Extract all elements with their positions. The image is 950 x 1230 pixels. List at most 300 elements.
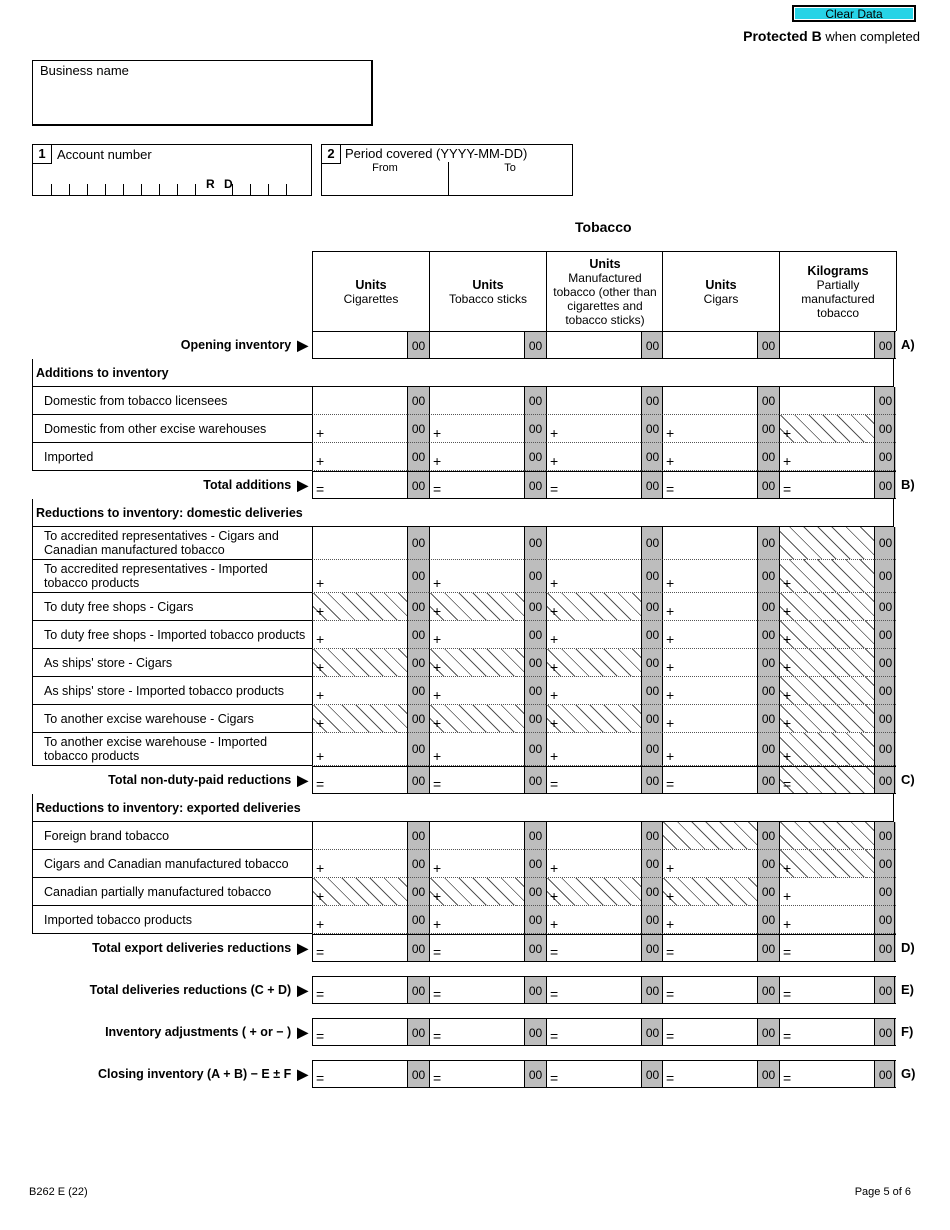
cents-field: 00 <box>874 443 896 471</box>
cents-field: 00 <box>641 1018 663 1046</box>
amount-input[interactable] <box>546 1018 641 1046</box>
amount-input[interactable] <box>429 1018 524 1046</box>
row-right-border <box>894 593 895 621</box>
amount-input[interactable] <box>662 1018 757 1046</box>
row-right-border <box>894 766 895 794</box>
amount-input[interactable] <box>779 527 874 560</box>
amount-input[interactable] <box>779 415 874 443</box>
amount-input[interactable] <box>429 621 524 649</box>
operator-sign: + <box>433 659 442 675</box>
operator-sign: + <box>783 659 792 675</box>
row-label-text: To accredited representatives - Cigars and Canadian manufactured tobacco <box>44 529 279 557</box>
column-header <box>429 251 546 331</box>
amount-input[interactable] <box>312 766 407 794</box>
amount-input[interactable] <box>546 822 641 850</box>
cents-field: 00 <box>874 733 896 766</box>
cents-field: 00 <box>407 649 429 677</box>
operator-sign: + <box>316 425 325 441</box>
row-right-border <box>894 387 895 415</box>
amount-input[interactable] <box>429 649 524 677</box>
amount-input[interactable] <box>546 878 641 906</box>
row-label-text: Foreign brand tobacco <box>44 828 170 843</box>
cents-field: 00 <box>874 415 896 443</box>
amount-input[interactable] <box>662 677 757 705</box>
arrow-icon: ▶ <box>297 982 308 998</box>
row-label <box>32 593 312 621</box>
amount-input[interactable] <box>546 850 641 878</box>
cents-field: 00 <box>524 934 546 962</box>
amount-input[interactable] <box>429 822 524 850</box>
amount-input[interactable] <box>546 387 641 415</box>
amount-input[interactable] <box>312 387 407 415</box>
account-digit-divider <box>286 184 287 195</box>
amount-input[interactable] <box>429 705 524 733</box>
amount-input[interactable] <box>662 593 757 621</box>
cents-field: 00 <box>757 878 779 906</box>
cents-field: 00 <box>641 677 663 705</box>
operator-sign: = <box>316 986 325 1002</box>
amount-input[interactable] <box>662 906 757 934</box>
amount-input[interactable] <box>312 331 407 359</box>
amount-input[interactable] <box>429 527 524 560</box>
cents-field: 00 <box>407 934 429 962</box>
row-label <box>32 878 312 906</box>
amount-input[interactable] <box>312 878 407 906</box>
operator-sign: + <box>783 603 792 619</box>
cents-field: 00 <box>641 527 663 560</box>
account-d-letter: D <box>224 177 233 191</box>
row-label <box>32 621 312 649</box>
operator-sign: + <box>783 425 792 441</box>
operator-sign: = <box>316 1028 325 1044</box>
cents-field: 00 <box>407 415 429 443</box>
cents-field: 00 <box>757 560 779 593</box>
arrow-icon: ▶ <box>297 1024 308 1040</box>
amount-input[interactable] <box>779 878 874 906</box>
total-row-label <box>32 1060 312 1088</box>
amount-input[interactable] <box>429 593 524 621</box>
amount-input[interactable] <box>779 593 874 621</box>
cents-field: 00 <box>407 593 429 621</box>
cents-field: 00 <box>524 850 546 878</box>
row-label-text: Canadian partially manufactured tobacco <box>44 884 272 899</box>
operator-sign: + <box>666 748 675 764</box>
amount-input[interactable] <box>429 850 524 878</box>
amount-input[interactable] <box>662 733 757 766</box>
section-title: Tobacco <box>575 219 632 235</box>
amount-input[interactable] <box>662 331 757 359</box>
operator-sign: = <box>666 986 675 1002</box>
cents-field: 00 <box>874 560 896 593</box>
amount-input[interactable] <box>429 766 524 794</box>
amount-input[interactable] <box>662 387 757 415</box>
amount-input[interactable] <box>546 677 641 705</box>
total-row-label <box>32 1018 312 1046</box>
operator-sign: = <box>433 481 442 497</box>
amount-input[interactable] <box>779 331 874 359</box>
row-label-text: As ships' store - Cigars <box>44 655 173 670</box>
amount-input[interactable] <box>662 560 757 593</box>
operator-sign: = <box>666 1070 675 1086</box>
operator-sign: + <box>433 916 442 932</box>
row-letter: B) <box>901 477 915 492</box>
account-digit-divider <box>195 184 196 195</box>
amount-input[interactable] <box>429 331 524 359</box>
row-label-text: Cigars and Canadian manufactured tobacco <box>44 856 289 871</box>
amount-input[interactable] <box>662 705 757 733</box>
amount-input[interactable] <box>312 560 407 593</box>
amount-input[interactable] <box>662 415 757 443</box>
amount-input[interactable] <box>312 1018 407 1046</box>
amount-input[interactable] <box>546 906 641 934</box>
cents-field: 00 <box>407 471 429 499</box>
account-number-field[interactable] <box>32 144 312 196</box>
amount-input[interactable] <box>546 621 641 649</box>
amount-input[interactable] <box>546 560 641 593</box>
amount-input[interactable] <box>779 733 874 766</box>
amount-input[interactable] <box>546 415 641 443</box>
cents-field: 00 <box>524 705 546 733</box>
cents-field: 00 <box>641 621 663 649</box>
column-header <box>312 251 429 331</box>
amount-input[interactable] <box>662 621 757 649</box>
amount-input[interactable] <box>312 705 407 733</box>
operator-sign: = <box>783 481 792 497</box>
amount-input[interactable] <box>312 906 407 934</box>
amount-input[interactable] <box>312 527 407 560</box>
amount-input[interactable] <box>546 443 641 471</box>
section-heading: Reductions to inventory: domestic deliveries <box>32 499 894 527</box>
amount-input[interactable] <box>662 443 757 471</box>
cents-field: 00 <box>524 1060 546 1088</box>
amount-input[interactable] <box>779 443 874 471</box>
cents-field: 00 <box>407 766 429 794</box>
amount-input[interactable] <box>312 976 407 1004</box>
amount-input[interactable] <box>312 471 407 499</box>
operator-sign: = <box>316 481 325 497</box>
cents-field: 00 <box>524 331 546 359</box>
row-label-text: As ships' store - Imported tobacco products <box>44 683 284 698</box>
operator-sign: + <box>550 748 559 764</box>
row-label-text: Total non-duty-paid reductions <box>108 773 292 787</box>
operator-sign: = <box>783 776 792 792</box>
amount-input[interactable] <box>546 766 641 794</box>
amount-input[interactable] <box>662 1060 757 1088</box>
operator-sign: + <box>550 860 559 876</box>
row-letter: E) <box>901 982 914 997</box>
amount-input[interactable] <box>312 415 407 443</box>
cents-field: 00 <box>641 331 663 359</box>
amount-input[interactable] <box>779 976 874 1004</box>
amount-input[interactable] <box>779 387 874 415</box>
row-right-border <box>894 705 895 733</box>
row-letter: D) <box>901 940 915 955</box>
page-number: Page 5 of 6 <box>854 1186 911 1198</box>
amount-input[interactable] <box>779 1060 874 1088</box>
account-digit-divider <box>250 184 251 195</box>
operator-sign: = <box>433 944 442 960</box>
cents-field: 00 <box>757 677 779 705</box>
cents-field: 00 <box>874 593 896 621</box>
cents-field: 00 <box>524 906 546 934</box>
protected-suffix: when completed <box>821 29 920 44</box>
cents-field: 00 <box>407 331 429 359</box>
amount-input[interactable] <box>546 649 641 677</box>
cents-field: 00 <box>407 733 429 766</box>
amount-input[interactable] <box>546 471 641 499</box>
operator-sign: = <box>316 944 325 960</box>
amount-input[interactable] <box>312 593 407 621</box>
amount-input[interactable] <box>779 906 874 934</box>
amount-input[interactable] <box>662 878 757 906</box>
cents-field: 00 <box>407 621 429 649</box>
amount-input[interactable] <box>662 766 757 794</box>
operator-sign: = <box>666 776 675 792</box>
amount-input[interactable] <box>779 677 874 705</box>
operator-sign: = <box>550 1070 559 1086</box>
row-right-border <box>894 850 895 878</box>
row-right-border <box>894 415 895 443</box>
column-unit-label: Units <box>355 277 387 292</box>
operator-sign: + <box>783 916 792 932</box>
row-label <box>32 705 312 733</box>
amount-input[interactable] <box>546 733 641 766</box>
amount-input[interactable] <box>779 621 874 649</box>
cents-field: 00 <box>407 677 429 705</box>
row-label-text: Imported <box>44 449 94 464</box>
operator-sign: + <box>316 687 325 703</box>
amount-input[interactable] <box>662 822 757 850</box>
row-label-text: To duty free shops - Cigars <box>44 599 194 614</box>
amount-input[interactable] <box>429 560 524 593</box>
cents-field: 00 <box>641 934 663 962</box>
cents-field: 00 <box>641 766 663 794</box>
amount-input[interactable] <box>429 471 524 499</box>
arrow-icon: ▶ <box>297 1066 308 1082</box>
amount-input[interactable] <box>662 850 757 878</box>
row-right-border <box>894 677 895 705</box>
row-label-text: Opening inventory <box>180 338 292 352</box>
operator-sign: + <box>550 575 559 591</box>
operator-sign: + <box>666 575 675 591</box>
amount-input[interactable] <box>429 976 524 1004</box>
row-right-border <box>894 976 895 1004</box>
operator-sign: = <box>666 481 675 497</box>
row-label <box>32 527 312 560</box>
column-description: Cigars <box>703 291 739 306</box>
operator-sign: = <box>550 776 559 792</box>
cents-field: 00 <box>407 1060 429 1088</box>
operator-sign: + <box>666 687 675 703</box>
row-right-border <box>894 527 895 560</box>
amount-input[interactable] <box>312 733 407 766</box>
row-right-border <box>894 878 895 906</box>
amount-input[interactable] <box>546 1060 641 1088</box>
operator-sign: = <box>550 481 559 497</box>
amount-input[interactable] <box>312 934 407 962</box>
clear-data-button[interactable]: Clear Data <box>792 5 916 22</box>
amount-input[interactable] <box>779 934 874 962</box>
amount-input[interactable] <box>779 560 874 593</box>
protected-label: Protected B <box>743 28 822 44</box>
account-digit-divider <box>87 184 88 195</box>
operator-sign: + <box>666 453 675 469</box>
operator-sign: + <box>433 748 442 764</box>
amount-input[interactable] <box>546 593 641 621</box>
cents-field: 00 <box>757 733 779 766</box>
operator-sign: + <box>783 575 792 591</box>
row-label <box>32 415 312 443</box>
section-heading: Reductions to inventory: exported deliveries <box>32 794 894 822</box>
amount-input[interactable] <box>779 766 874 794</box>
amount-input[interactable] <box>662 976 757 1004</box>
cents-field: 00 <box>407 705 429 733</box>
cents-field: 00 <box>757 415 779 443</box>
account-number-label: Account number <box>57 147 152 162</box>
amount-input[interactable] <box>779 471 874 499</box>
operator-sign: + <box>550 888 559 904</box>
cents-field: 00 <box>524 621 546 649</box>
cents-field: 00 <box>407 850 429 878</box>
amount-input[interactable] <box>429 415 524 443</box>
operator-sign: + <box>666 715 675 731</box>
cents-field: 00 <box>641 560 663 593</box>
amount-input[interactable] <box>546 527 641 560</box>
amount-input[interactable] <box>312 677 407 705</box>
amount-input[interactable] <box>779 705 874 733</box>
period-divider <box>448 162 449 196</box>
row-right-border <box>894 934 895 962</box>
row-right-border <box>894 331 895 359</box>
cents-field: 00 <box>874 976 896 1004</box>
form-number: B262 E (22) <box>29 1186 88 1198</box>
amount-input[interactable] <box>312 850 407 878</box>
amount-input[interactable] <box>779 822 874 850</box>
operator-sign: + <box>783 888 792 904</box>
cents-field: 00 <box>407 906 429 934</box>
amount-input[interactable] <box>429 443 524 471</box>
amount-input[interactable] <box>546 934 641 962</box>
cents-field: 00 <box>524 1018 546 1046</box>
row-label-text: Domestic from other excise warehouses <box>44 421 267 436</box>
cents-field: 00 <box>407 527 429 560</box>
row-label-text: Closing inventory (A + B) − E ± F <box>97 1067 292 1081</box>
row-label-text: Inventory adjustments ( + or − ) <box>105 1025 292 1039</box>
amount-input[interactable] <box>429 878 524 906</box>
amount-input[interactable] <box>312 822 407 850</box>
amount-input[interactable] <box>546 976 641 1004</box>
cents-field: 00 <box>524 976 546 1004</box>
operator-sign: + <box>316 748 325 764</box>
cents-field: 00 <box>874 677 896 705</box>
row-label-text: Total export deliveries reductions <box>92 941 292 955</box>
column-description: Manufactured tobacco (other than cigarettes and tobacco sticks) <box>553 270 657 327</box>
amount-input[interactable] <box>546 705 641 733</box>
amount-input[interactable] <box>429 906 524 934</box>
amount-input[interactable] <box>429 387 524 415</box>
account-digit-divider <box>141 184 142 195</box>
row-label-text: To another excise warehouse - Imported tobacco products <box>44 735 268 763</box>
section-heading: Additions to inventory <box>32 359 894 387</box>
cents-field: 00 <box>524 387 546 415</box>
cents-field: 00 <box>757 766 779 794</box>
amount-input[interactable] <box>429 677 524 705</box>
cents-field: 00 <box>407 878 429 906</box>
operator-sign: + <box>550 715 559 731</box>
operator-sign: + <box>316 715 325 731</box>
amount-input[interactable] <box>546 331 641 359</box>
operator-sign: + <box>666 659 675 675</box>
amount-input[interactable] <box>779 850 874 878</box>
total-row-label <box>32 766 312 794</box>
operator-sign: + <box>783 748 792 764</box>
cents-field: 00 <box>524 560 546 593</box>
operator-sign: + <box>433 575 442 591</box>
business-name-field[interactable] <box>32 60 373 126</box>
arrow-icon: ▶ <box>297 940 308 956</box>
operator-sign: = <box>316 776 325 792</box>
cents-field: 00 <box>874 850 896 878</box>
amount-input[interactable] <box>662 934 757 962</box>
row-right-border <box>894 733 895 766</box>
cents-field: 00 <box>874 766 896 794</box>
cents-field: 00 <box>641 415 663 443</box>
amount-input[interactable] <box>429 934 524 962</box>
amount-input[interactable] <box>662 649 757 677</box>
period-covered-field[interactable] <box>321 144 573 196</box>
cents-field: 00 <box>874 878 896 906</box>
operator-sign: + <box>666 425 675 441</box>
row-label <box>32 387 312 415</box>
account-digit-divider <box>51 184 52 195</box>
cents-field: 00 <box>874 471 896 499</box>
amount-input[interactable] <box>662 527 757 560</box>
amount-input[interactable] <box>779 1018 874 1046</box>
operator-sign: + <box>550 687 559 703</box>
row-label-text: To another excise warehouse - Cigars <box>44 711 254 726</box>
amount-input[interactable] <box>429 1060 524 1088</box>
amount-input[interactable] <box>312 1060 407 1088</box>
amount-input[interactable] <box>312 443 407 471</box>
operator-sign: + <box>783 631 792 647</box>
cents-field: 00 <box>524 471 546 499</box>
row-right-border <box>894 1018 895 1046</box>
account-digit-divider <box>177 184 178 195</box>
cents-field: 00 <box>874 649 896 677</box>
cents-field: 00 <box>757 649 779 677</box>
period-to-label: To <box>504 162 516 174</box>
operator-sign: + <box>783 687 792 703</box>
row-right-border <box>894 621 895 649</box>
cents-field: 00 <box>641 443 663 471</box>
amount-input[interactable] <box>312 621 407 649</box>
row-label-text: Total deliveries reductions (C + D) <box>89 983 292 997</box>
cents-field: 00 <box>757 593 779 621</box>
operator-sign: = <box>550 1028 559 1044</box>
amount-input[interactable] <box>312 649 407 677</box>
cents-field: 00 <box>641 906 663 934</box>
amount-input[interactable] <box>429 733 524 766</box>
cents-field: 00 <box>757 934 779 962</box>
amount-input[interactable] <box>662 471 757 499</box>
row-label <box>32 649 312 677</box>
amount-input[interactable] <box>779 649 874 677</box>
cents-field: 00 <box>757 387 779 415</box>
total-row-label <box>32 471 312 499</box>
cents-field: 00 <box>757 1060 779 1088</box>
row-right-border <box>894 471 895 499</box>
cents-field: 00 <box>874 822 896 850</box>
